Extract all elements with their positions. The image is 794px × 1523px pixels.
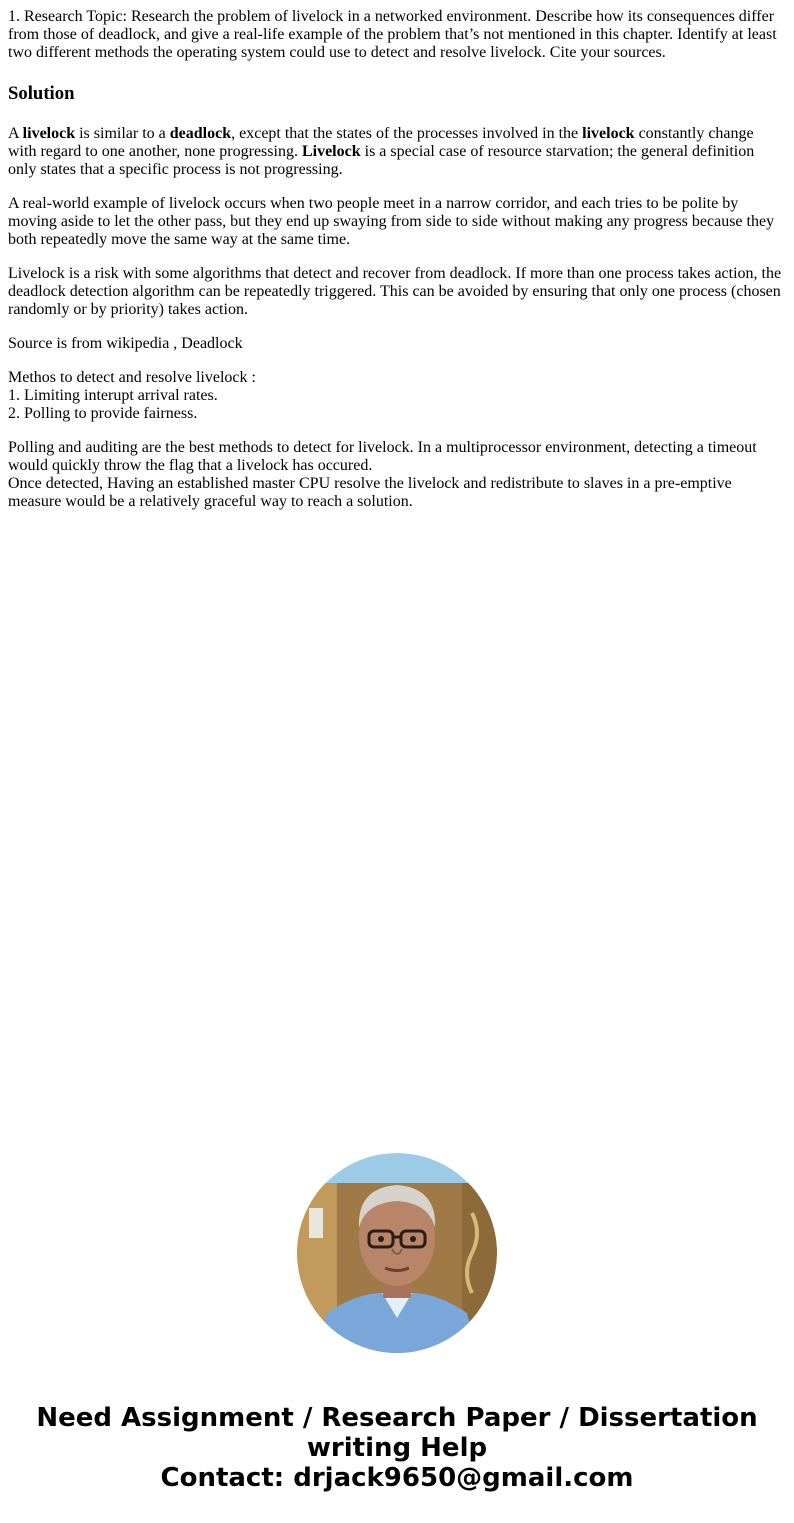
- closing-line: Polling and auditing are the best methods to detect for livelock. In a multiprocessor environment, detecting a timeout would quickly throw the flag that a livelock has occured.: [8, 439, 757, 474]
- text-run: A: [8, 125, 23, 142]
- author-photo: [297, 1153, 497, 1353]
- closing-paragraph: [8, 439, 786, 511]
- question-text: 1. Research Topic: Research the problem of livelock in a networked environment. Describe how its consequences differ from those of deadlock, and give a real-life example of the problem that’s not mentioned in this chapter. Identify at least two different methods the operating system could use to detect and resolve livelock. Cite your sources.: [8, 8, 777, 61]
- livelock-risk: Livelock is a risk with some algorithms that detect and recover from deadlock. If more than one process takes action, the deadlock detection algorithm can be repeatedly triggered. This can be avoided by ensuring that only one process (chosen randomly or by priority) takes action.: [8, 265, 782, 318]
- text-run: is similar to a: [75, 125, 170, 142]
- methods-title: Methos to detect and resolve livelock :: [8, 369, 256, 386]
- solution-heading: Solution: [8, 83, 75, 104]
- method-item: 1. Limiting interupt arrival rates.: [8, 387, 218, 404]
- text-run: constantly change with regard to one another, none progressing.: [8, 125, 754, 160]
- closing-line: Once detected, Having an established master CPU resolve the livelock and redistribute to slaves in a pre-emptive measure would be a relatively graceful way to reach a solution.: [8, 475, 732, 510]
- method-item: 2. Polling to provide fairness.: [8, 405, 198, 422]
- methods-list: [8, 369, 786, 423]
- bold-term-deadlock: deadlock: [169, 125, 232, 142]
- real-world-example: A real-world example of livelock occurs when two people meet in a narrow corridor, and each tries to be polite by moving aside to let the other pass, but they end up swaying from side to side without making any progress because they both repeatedly move the same way at the same time.: [8, 195, 775, 248]
- source-citation: Source is from wikipedia , Deadlock: [8, 335, 243, 352]
- document-body: [0, 0, 794, 511]
- livelock-definition: [8, 125, 786, 179]
- author-avatar: [297, 1153, 497, 1353]
- promo-footer: [0, 1403, 794, 1493]
- text-run: , except that the states of the processes involved in the: [231, 125, 583, 142]
- promo-line: Need Assignment / Research Paper / Dissertation: [36, 1403, 758, 1433]
- contact-email: Contact: drjack9650@gmail.com: [160, 1463, 634, 1493]
- bold-term-livelock: Livelock: [301, 143, 361, 160]
- bold-term-livelock: livelock: [22, 125, 76, 142]
- bold-term-livelock: livelock: [582, 125, 635, 142]
- text-run: is a special case of resource starvation; the general definition only states that a specific process is not progressing.: [8, 143, 755, 178]
- promo-line: writing Help: [306, 1433, 488, 1463]
